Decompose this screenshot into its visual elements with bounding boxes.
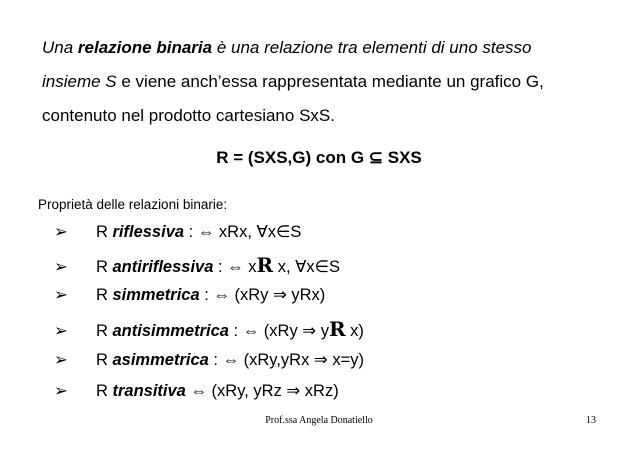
property-name: antiriflessiva [112, 258, 214, 276]
property-definition: x) [345, 322, 364, 340]
property-item: ➢ R riflessiva : ⇔ xRx, ∀x∈S [54, 223, 302, 241]
intro-line-1 [42, 38, 598, 58]
arrow-bullet-icon: ➢ [54, 382, 68, 400]
property-definition: : ⇔ (xRy ⇒ yRx) [199, 286, 326, 304]
property-item: ➢ R antisimmetrica : ⇔ (xRy ⇒ yR x) [54, 317, 364, 341]
properties-heading: Proprietà delle relazioni binarie: [38, 197, 228, 212]
property-item: ➢ R simmetrica : ⇔ (xRy ⇒ yRx) [54, 286, 326, 304]
arrow-bullet-icon: ➢ [54, 351, 68, 369]
property-item: ➢ R antiriflessiva : ⇔ xR x, ∀x∈S [54, 253, 341, 277]
intro-text: Una [42, 38, 78, 57]
intro-line-3: contenuto nel prodotto cartesiano SxS. [42, 106, 335, 125]
arrow-bullet-icon: ➢ [54, 286, 68, 304]
intro-line-2 [42, 72, 598, 92]
property-item: ➢ R asimmetrica : ⇔ (xRy,yRx ⇒ x=y) [54, 351, 364, 369]
intro-text: insieme S [42, 72, 117, 91]
property-item: ➢ R transitiva ⇔ (xRy, yRz ⇒ xRz) [54, 382, 339, 400]
arrow-bullet-icon: ➢ [54, 322, 68, 340]
definition-formula: R = (SXS,G) con G ⊆ SXS [216, 148, 422, 167]
intro-text: è una relazione tra elementi di uno stesso [212, 38, 532, 57]
property-definition: : ⇔ xRx, ∀x∈S [184, 223, 302, 241]
property-definition: : ⇔ (xRy,yRx ⇒ x=y) [208, 351, 364, 369]
arrow-bullet-icon: ➢ [54, 258, 68, 276]
property-definition: : ⇔ (xRy ⇒ y [228, 322, 329, 340]
property-name: transitiva [112, 382, 186, 400]
footer-author: Prof.ssa Angela Donatiello [265, 415, 373, 426]
property-name: asimmetrica [112, 351, 209, 369]
property-name: riflessiva [112, 223, 185, 241]
property-name: simmetrica [112, 286, 200, 304]
page-number: 13 [586, 415, 596, 426]
not-related-symbol: R [328, 317, 346, 341]
intro-text: e viene anch’essa rappresentata mediante un grafico G, [116, 72, 544, 91]
not-related-symbol: R [256, 253, 274, 277]
property-definition: x, ∀x∈S [273, 258, 341, 276]
intro-term: relazione binaria [77, 38, 213, 57]
property-definition: : ⇔ x [213, 258, 257, 276]
property-definition: ⇔ (xRy, yRz ⇒ xRz) [185, 382, 339, 400]
arrow-bullet-icon: ➢ [54, 223, 68, 241]
property-name: antisimmetrica [112, 322, 229, 340]
